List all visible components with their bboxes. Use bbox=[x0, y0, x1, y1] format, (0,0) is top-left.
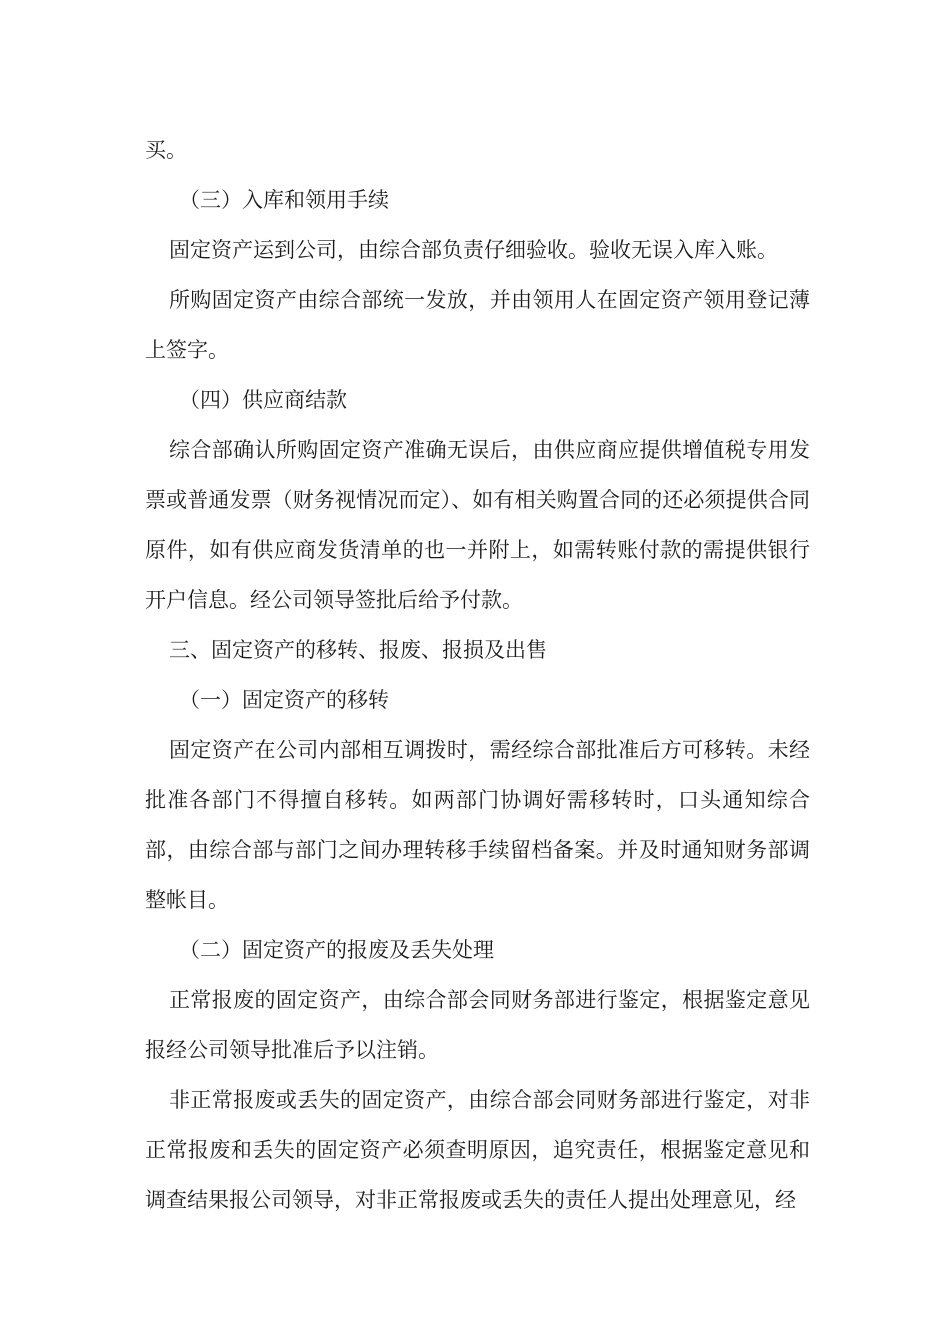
paragraph-4: 综合部确认所购固定资产准确无误后，由供应商应提供增值税专用发票或普通发票（财务视情况而定）、如有相关购置合同的还必须提供合同原件，如有供应商发货清单的也一并附上，如需转账付款的需提供银行开户信息。经公司领导签批后给予付款。 bbox=[145, 438, 810, 612]
paragraph-7: 非正常报废或丢失的固定资产，由综合部会同财务部进行鉴定，对非正常报废和丢失的固定资产必须查明原因，追究责任，根据鉴定意见和调查结果报公司领导，对非正常报废或丢失的责任人提出处理意见，经 bbox=[145, 1088, 810, 1212]
section-heading-2: （二）固定资产的报废及丢失处理 bbox=[179, 938, 494, 962]
document-body bbox=[145, 125, 810, 1225]
paragraph-6: 正常报废的固定资产，由综合部会同财务部进行鉴定，根据鉴定意见报经公司领导批准后予以注销。 bbox=[145, 988, 810, 1062]
paragraph-2: 固定资产运到公司，由综合部负责仔细验收。验收无误入库入账。 bbox=[169, 238, 778, 262]
section-heading-4: （四）供应商结款 bbox=[179, 388, 347, 412]
chapter-heading-3: 三、固定资产的移转、报废、报损及出售 bbox=[169, 638, 547, 662]
paragraph-1: 买。 bbox=[145, 138, 187, 162]
paragraph-5: 固定资产在公司内部相互调拨时，需经综合部批准后方可移转。未经批准各部门不得擅自移转。如两部门协调好需移转时，口头通知综合部，由综合部与部门之间办理转移手续留档备案。并及时通知财务部调整帐目。 bbox=[145, 738, 810, 912]
section-heading-1: （一）固定资产的移转 bbox=[179, 688, 389, 712]
section-heading-3: （三）入库和领用手续 bbox=[179, 188, 389, 212]
paragraph-3: 所购固定资产由综合部统一发放，并由领用人在固定资产领用登记薄上签字。 bbox=[145, 288, 810, 362]
